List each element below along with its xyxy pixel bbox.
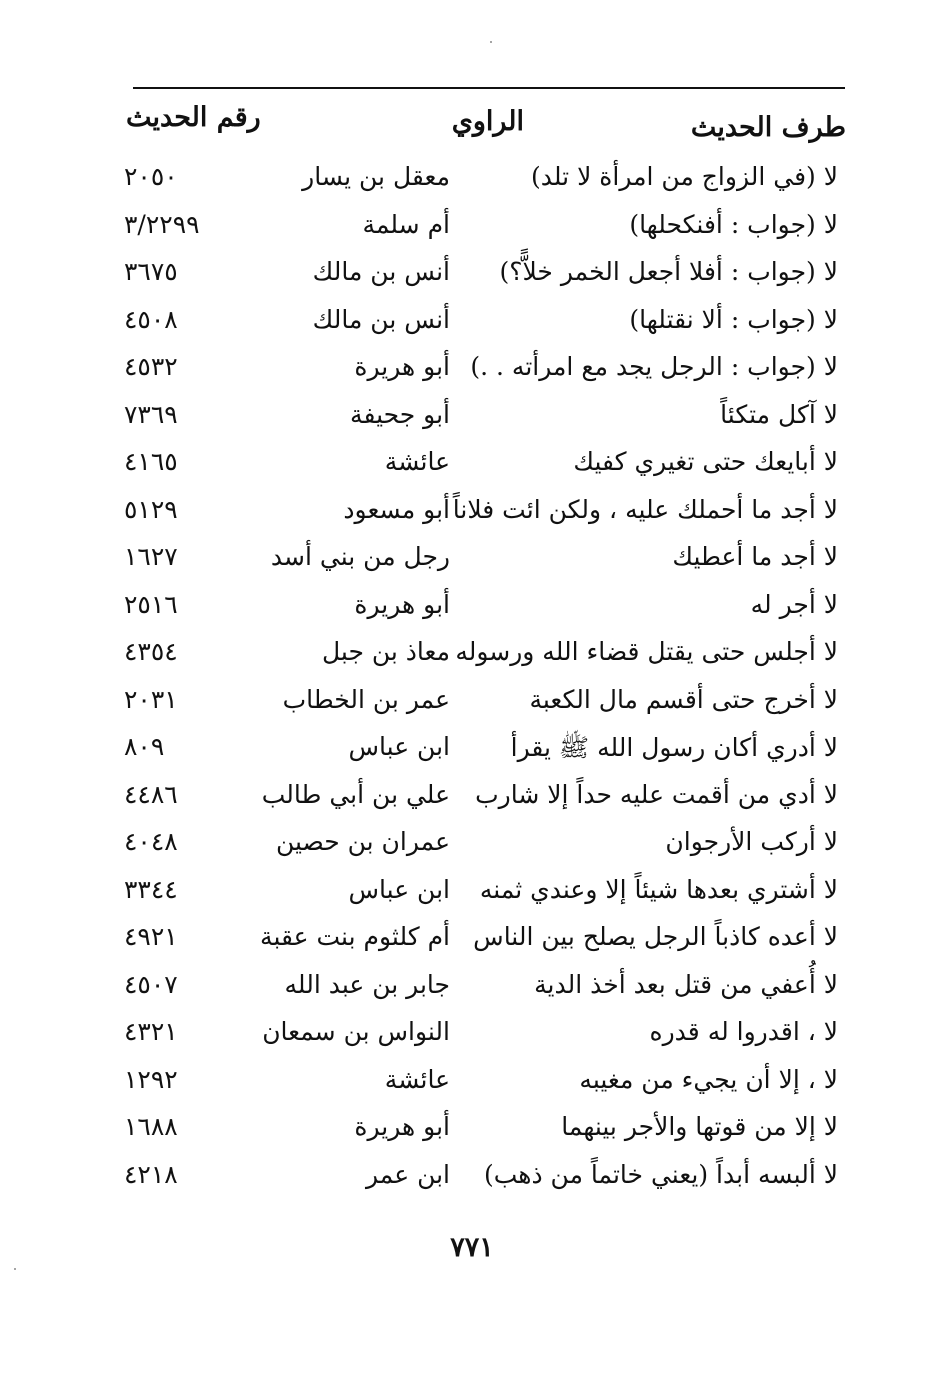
hadith-number: ٤١٦٥ (124, 447, 178, 476)
narrator: عمر بن الخطاب (282, 684, 450, 714)
table-row (0, 301, 944, 349)
hadith-text: لا أخرج حتى أقسم مال الكعبة (529, 684, 838, 714)
table-row (0, 871, 944, 919)
table-row (0, 206, 944, 254)
hadith-number: ٤٥٠٨ (124, 304, 178, 334)
hadith-number: ٤٣٥٤ (124, 637, 178, 666)
table-row (0, 538, 944, 586)
narrator: أبو جحيفة (350, 399, 450, 429)
narrator: أنس بن مالك (312, 257, 450, 286)
narrator: معقل بن يسار (302, 162, 450, 191)
hadith-number: ٣٦٧٥ (124, 257, 178, 286)
narrator: ابن عمر (365, 1159, 450, 1189)
hadith-number: ٢٠٥٠ (124, 162, 178, 191)
hadith-text: لا (جواب : الرجل يجد مع امرأته . .) (470, 352, 838, 381)
table-header (126, 100, 846, 148)
hadith-number: ١٦٨٨ (124, 1112, 178, 1141)
hadith-number: ٤٢١٨ (124, 1159, 178, 1189)
hadith-text: لا أجلس حتى يقتل قضاء الله ورسوله (455, 637, 838, 666)
table-row (0, 443, 944, 491)
narrator: عمران بن حصين (275, 827, 450, 856)
narrator: النواس بن سمعان (262, 1017, 450, 1046)
narrator: علي بن أبي طالب (261, 779, 450, 809)
header-rule (133, 87, 845, 89)
hadith-number: ١٢٩٢ (124, 1064, 178, 1094)
hadith-number: ٣٣٤٤ (124, 874, 178, 904)
narrator: عائشة (384, 1064, 450, 1094)
table-row (0, 918, 944, 966)
hadith-text: لا أبايعك حتى تغيري كفيك (573, 447, 838, 476)
narrator: جابر بن عبد الله (284, 969, 450, 999)
table-row (0, 396, 944, 444)
hadith-text: لا إلا من قوتها والأجر بينهما (561, 1112, 838, 1141)
narrator: أم سلمة (362, 209, 450, 239)
hadith-text: لا أركب الأرجوان (665, 827, 838, 856)
hadith-text: لا ، إلا أن يجيء من مغيبه (579, 1064, 838, 1094)
table-row (0, 1061, 944, 1109)
table-row (0, 1013, 944, 1061)
hadith-text: لا ألبسه أبداً (يعني خاتماً من ذهب) (483, 1159, 838, 1189)
table-row (0, 253, 944, 301)
hadith-number: ٤٩٢١ (124, 922, 178, 951)
scan-speck (14, 1268, 16, 1270)
hadith-text: لا أجد ما أحملك عليه ، ولكن ائت فلاناً (452, 494, 838, 524)
table-row (0, 728, 944, 776)
hadith-number: ٤٥٠٧ (124, 969, 178, 999)
header-hadith-number: رقم الحديث (126, 102, 261, 133)
hadith-text: لا أدري أكان رسول الله ﷺ يقرأ (510, 733, 838, 762)
hadith-text: لا ، اقدروا له قدره (649, 1017, 838, 1046)
hadith-text: لا (جواب : أفنكحلها) (629, 209, 838, 239)
hadith-number: ٥١٢٩ (124, 494, 178, 524)
table-row (0, 491, 944, 539)
table-row (0, 681, 944, 729)
hadith-number: ٨٠٩ (124, 732, 165, 761)
narrator: أنس بن مالك (312, 304, 450, 334)
narrator: رجل من بني أسد (270, 542, 450, 571)
narrator: أبو مسعود (343, 494, 450, 524)
narrator: أم كلثوم بنت عقبة (260, 922, 450, 951)
hadith-number: ٤٥٣٢ (124, 352, 178, 381)
page-number: ٧٧١ (450, 1232, 494, 1263)
hadith-index-table (0, 158, 944, 1203)
hadith-number: ٤٠٤٨ (124, 827, 178, 856)
table-row (0, 633, 944, 681)
hadith-text: لا أدي من أقمت عليه حداً إلا شارب (475, 779, 838, 809)
narrator: ابن عباس (348, 874, 450, 904)
hadith-text: لا أجر له (750, 589, 838, 619)
table-row (0, 1108, 944, 1156)
narrator: ابن عباس (348, 732, 450, 761)
hadith-text: لا (جواب : أفلا أجعل الخمر خلاًّ؟) (499, 257, 838, 286)
hadith-number: ٤٤٨٦ (124, 779, 178, 809)
hadith-number: ٧٣٦٩ (124, 399, 178, 429)
hadith-number: ٢٠٣١ (124, 684, 178, 714)
hadith-text: لا (جواب : ألا نقتلها) (629, 304, 838, 334)
header-hadith-text: طرف الحديث (690, 112, 846, 143)
narrator: أبو هريرة (354, 1112, 450, 1141)
hadith-number: ٣/٢٢٩٩ (124, 209, 200, 239)
scan-speck (490, 41, 492, 43)
hadith-text: لا أُعفي من قتل بعد أخذ الدية (534, 969, 838, 999)
narrator: أبو هريرة (354, 352, 450, 381)
hadith-text: لا أشتري بعدها شيئاً إلا وعندي ثمنه (479, 874, 838, 904)
table-row (0, 158, 944, 206)
hadith-number: ١٦٢٧ (124, 542, 178, 571)
hadith-number: ٢٥١٦ (124, 589, 178, 619)
table-row (0, 776, 944, 824)
narrator: معاذ بن جبل (321, 637, 450, 666)
hadith-text: لا (في الزواج من امرأة لا تلد) (531, 162, 838, 191)
header-narrator: الراوي (451, 106, 524, 137)
hadith-number: ٤٣٢١ (124, 1017, 178, 1046)
hadith-text: لا أعده كاذباً الرجل يصلح بين الناس (473, 922, 838, 951)
hadith-text: لا أجد ما أعطيك (672, 542, 838, 571)
table-row (0, 586, 944, 634)
table-row (0, 348, 944, 396)
narrator: أبو هريرة (354, 589, 450, 619)
table-row (0, 966, 944, 1014)
narrator: عائشة (384, 447, 450, 476)
hadith-text: لا آكل متكئاً (720, 399, 838, 429)
table-row (0, 823, 944, 871)
table-row (0, 1156, 944, 1204)
